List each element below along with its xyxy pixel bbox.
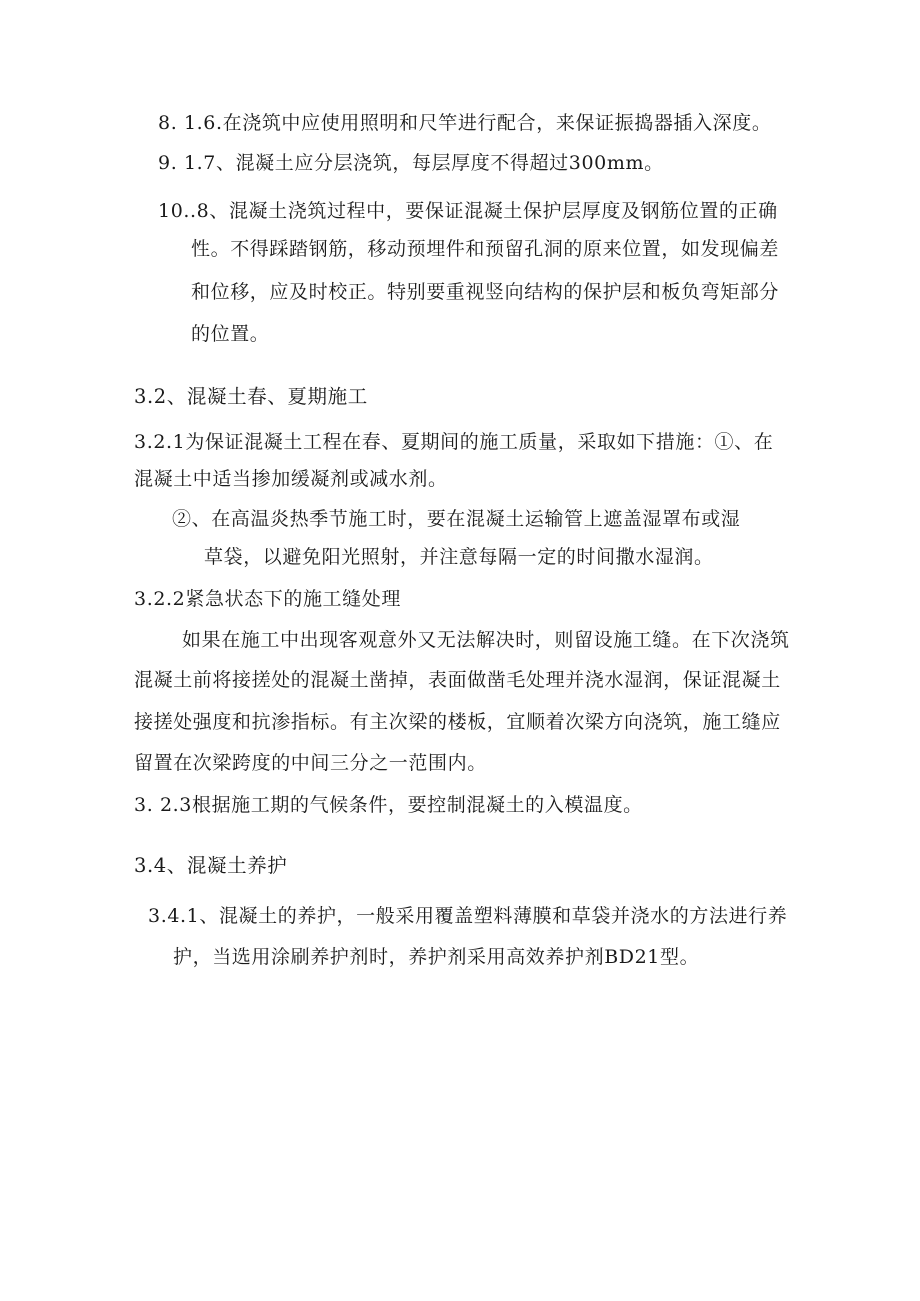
item-10-line-4: 的位置。 — [191, 323, 270, 345]
section-3-4-heading: 3.4、混凝土养护 — [134, 854, 288, 877]
section-3-2-heading: 3.2、混凝土春、夏期施工 — [134, 385, 368, 408]
para-3-2-1b-line-1: ②、在高温炎热季节施工时，要在混凝土运输管上遮盖湿罩布或湿 — [172, 508, 741, 530]
para-3-2-1-line-2: 混凝土中适当掺加缓凝剂或减水剂。 — [134, 468, 448, 490]
item-10-line-3: 和位移，应及时校正。特别要重视竖向结构的保护层和板负弯矩部分 — [191, 281, 780, 303]
subheading-3-2-2: 3.2.2紧急状态下的施工缝处理 — [134, 588, 401, 610]
item-8: 8. 1.6.在浇筑中应使用照明和尺竿进行配合，来保证振捣器插入深度。 — [158, 112, 772, 134]
item-10-line-2: 性。不得踩踏钢筋，移动预埋件和预留孔洞的原来位置，如发现偏差 — [191, 238, 780, 260]
para-3-4-1-line-1: 3.4.1、混凝土的养护，一般采用覆盖塑料薄膜和草袋并浇水的方法进行养 — [148, 905, 788, 927]
para-3-4-1-line-2: 护，当选用涂刷养护剂时，养护剂采用高效养护剂BD21型。 — [173, 946, 700, 968]
para-3-2-2-line-2: 混凝土前将接搓处的混凝土凿掉，表面做凿毛处理并浇水湿润，保证混凝土 — [134, 669, 781, 691]
para-3-2-2-line-4: 留置在次梁跨度的中间三分之一范围内。 — [134, 752, 487, 774]
item-10-line-1: 10..8、混凝土浇筑过程中，要保证混凝土保护层厚度及钢筋位置的正确 — [158, 200, 778, 222]
para-3-2-1b-line-2: 草袋，以避免阳光照射，并注意每隔一定的时间撒水湿润。 — [204, 546, 714, 568]
para-3-2-2-line-3: 接搓处强度和抗渗指标。有主次梁的楼板，宜顺着次梁方向浇筑，施工缝应 — [134, 711, 781, 733]
para-3-2-3: 3. 2.3根据施工期的气候条件，要控制混凝土的入模温度。 — [134, 794, 643, 816]
para-3-2-2-line-1: 如果在施工中出现客观意外又无法解决时，则留设施工缝。在下次浇筑 — [182, 629, 790, 651]
para-3-2-1-line-1: 3.2.1为保证混凝土工程在春、夏期间的施工质量，采取如下措施：①、在 — [134, 431, 774, 453]
item-9: 9. 1.7、混凝土应分层浇筑，每层厚度不得超过300mm。 — [158, 152, 664, 174]
